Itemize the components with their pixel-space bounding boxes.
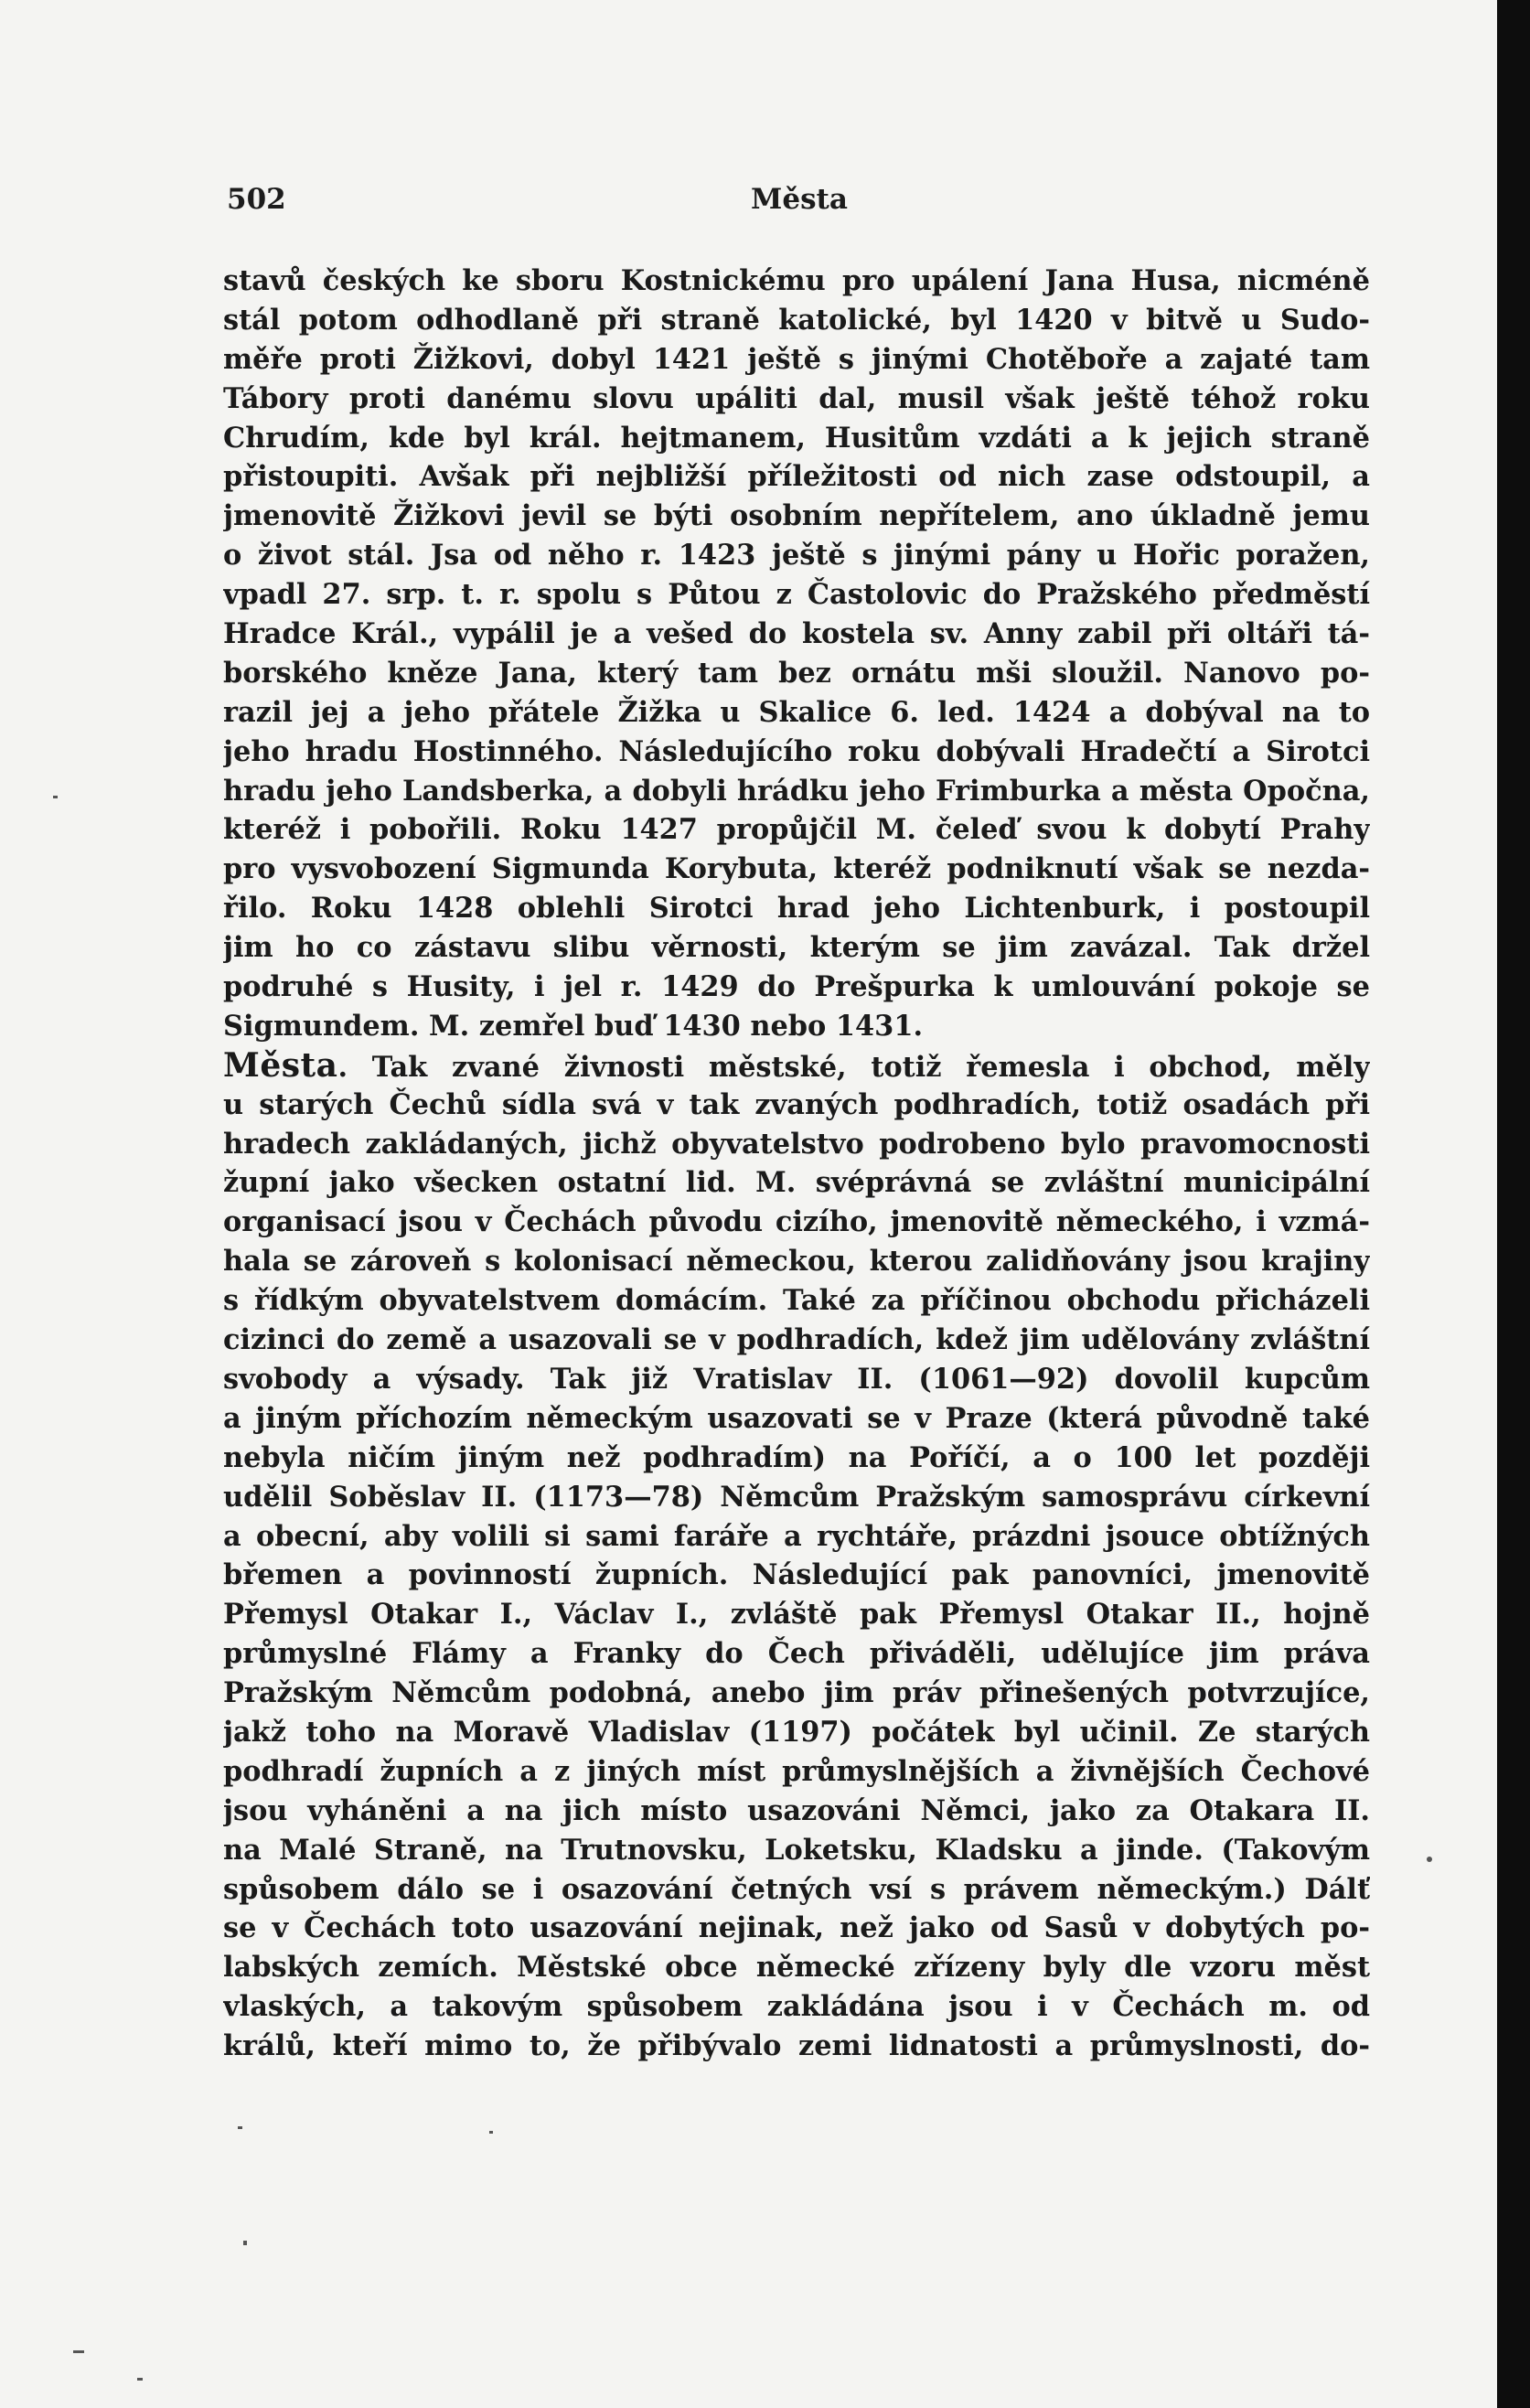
page-body: [223, 262, 1370, 2066]
text-line: jakž toho na Moravě Vladislav (1197) počátek byl učinil. Ze starých: [223, 1715, 1370, 1749]
text-line: se v Čechách toto usazování nejinak, než jako od Sasů v dobytých po-: [223, 1911, 1370, 1945]
text-line: stál potom odhodlaně při straně katolické, byl 1420 v bitvě u Sudo-: [223, 303, 1370, 337]
text-line: podhradí župních a z jiných míst průmyslnějších a živnějších Čechové: [223, 1754, 1370, 1788]
text-line: kteréž i pobořili. Roku 1427 propůjčil M. čeleď svou k dobytí Prahy: [223, 813, 1370, 847]
continued-entry: [223, 262, 1370, 1046]
text-line: spůsobem dálo se i osazování četných vsí s právem německým.) Dálť: [223, 1872, 1370, 1906]
text-line: podruhé s Husity, i jel r. 1429 do Prešpurka k umlouvání pokoje se: [223, 970, 1370, 1004]
text-line: o život stál. Jsa od něho r. 1423 ještě s jinými pány u Hořic poražen,: [223, 539, 1370, 573]
text-line: Přemysl Otakar I., Václav I., zvláště pak Přemysl Otakar II., hojně: [223, 1598, 1370, 1632]
text-line: jmenovitě Žižkovi jevil se býti osobním nepřítelem, ano úkladně jemu: [223, 499, 1370, 533]
text-line: nebyla ničím jiným než podhradím) na Poříčí, a o 100 let později: [223, 1440, 1370, 1474]
text-line: udělil Soběslav II. (1173—78) Němcům Pražským samosprávu církevní: [223, 1480, 1370, 1514]
text-line: cizinci do země a usazovali se v podhradích, kdež jim udělovány zvláštní: [223, 1323, 1370, 1357]
text-line: vlaských, a takovým spůsobem zakládána jsou i v Čechách m. od: [223, 1990, 1370, 2024]
text-line: břemen a povinností župních. Následující pak panovníci, jmenovitě: [223, 1558, 1370, 1592]
text-line: stavů českých ke sboru Kostnickému pro upálení Jana Husa, nicméně: [223, 264, 1370, 297]
text-line: organisací jsou v Čechách původu cizího, jmenovitě německého, i vzmá-: [223, 1205, 1370, 1239]
text-line: razil jej a jeho přátele Žižka u Skalice 6. led. 1424 a dobýval na to: [223, 695, 1370, 729]
text-line: a jiným příchozím německým usazovati se v Praze (která původně také: [223, 1401, 1370, 1435]
scan-speck: [489, 2131, 493, 2134]
scan-speck: [243, 2241, 247, 2245]
text-line: hradu jeho Landsberka, a dobyli hrádku jeho Frimburka a města Opočna,: [223, 774, 1370, 808]
scan-speck: [137, 2378, 143, 2381]
entry-mesta: [223, 1046, 1370, 2066]
entry-headword: Města: [223, 1045, 338, 1085]
text-line: a obecní, aby volili si sami faráře a rychtáře, prázdni jsouce obtížných: [223, 1519, 1370, 1553]
text-line: Hradce Král., vypálil je a vešed do kostela sv. Anny zabil při oltáři tá-: [223, 617, 1370, 651]
scan-border: [1497, 0, 1530, 2408]
text-line: měře proti Žižkovi, dobyl 1421 ještě s jinými Chotěboře a zajaté tam: [223, 342, 1370, 376]
page-number: 502: [227, 183, 286, 216]
text-line: Pražským Němcům podobná, anebo jim práv přinešených potvrzujíce,: [223, 1676, 1370, 1710]
text-line: labských zemích. Městské obce německé zřízeny byly dle vzoru měst: [223, 1951, 1370, 1985]
text-line: králů, kteří mimo to, že přibývalo zemi lidnatosti a průmyslnosti, do-: [223, 2029, 1370, 2063]
text-line: svobody a výsady. Tak již Vratislav II. (1061—92) dovolil kupcům: [223, 1362, 1370, 1396]
text-line: průmyslné Flámy a Franky do Čech přiváděli, udělujíce jim práva: [223, 1637, 1370, 1671]
scan-speck: [238, 2126, 242, 2129]
scan-speck: [73, 2350, 84, 2353]
text-line: s řídkým obyvatelstvem domácím. Také za příčinou obchodu přicházeli: [223, 1284, 1370, 1318]
text-line: borského kněze Jana, který tam bez ornátu mši sloužil. Nanovo po-: [223, 656, 1370, 690]
text-line: přistoupiti. Avšak při nejbližší příležitosti od nich zase odstoupil, a: [223, 460, 1370, 494]
scan-speck: [53, 796, 58, 798]
running-head: [227, 183, 1372, 229]
text-line: jeho hradu Hostinného. Následujícího roku dobývali Hradečtí a Sirotci: [223, 734, 1370, 768]
text-line: vpadl 27. srp. t. r. spolu s Půtou z Častolovic do Pražského předměstí: [223, 578, 1370, 612]
text-line: na Malé Straně, na Trutnovsku, Loketsku, Kladsku a jinde. (Takovým: [223, 1833, 1370, 1867]
text-line: hala se zároveň s kolonisací německou, kterou zalidňovány jsou krajiny: [223, 1245, 1370, 1279]
text-line: Sigmundem. M. zemřel buď 1430 nebo 1431.: [223, 1009, 924, 1043]
text-line: jim ho co zástavu slibu věrnosti, kterým se jim zavázal. Tak držel: [223, 931, 1370, 965]
entry-first-line-text: . Tak zvané živnosti městské, totiž řemesla i obchod, měly: [337, 1050, 1370, 1084]
text-line: jsou vyháněni a na jich místo usazováni Němci, jako za Otakara II.: [223, 1793, 1370, 1827]
scan-speck: [1427, 1857, 1432, 1862]
text-line: Chrudím, kde byl král. hejtmanem, Husitům vzdáti a k jejich straně: [223, 421, 1370, 455]
section-title: Města: [751, 183, 848, 216]
text-line: pro vysvobození Sigmunda Korybuta, kteréž podniknutí však se nezda-: [223, 852, 1370, 886]
text-line: hradech zakládaných, jichž obyvatelstvo podrobeno bylo pravomocnosti: [223, 1127, 1370, 1161]
text-line: Tábory proti danému slovu upáliti dal, musil však ještě téhož roku: [223, 381, 1370, 415]
text-line: u starých Čechů sídla svá v tak zvaných podhradích, totiž osadách při: [223, 1087, 1370, 1121]
text-line: řilo. Roku 1428 oblehli Sirotci hrad jeho Lichtenburk, i postoupil: [223, 892, 1370, 926]
text-line: župní jako všecken ostatní lid. M. svéprávná se zvláštní municipální: [223, 1166, 1370, 1200]
entry-first-line: [223, 1046, 1370, 1086]
